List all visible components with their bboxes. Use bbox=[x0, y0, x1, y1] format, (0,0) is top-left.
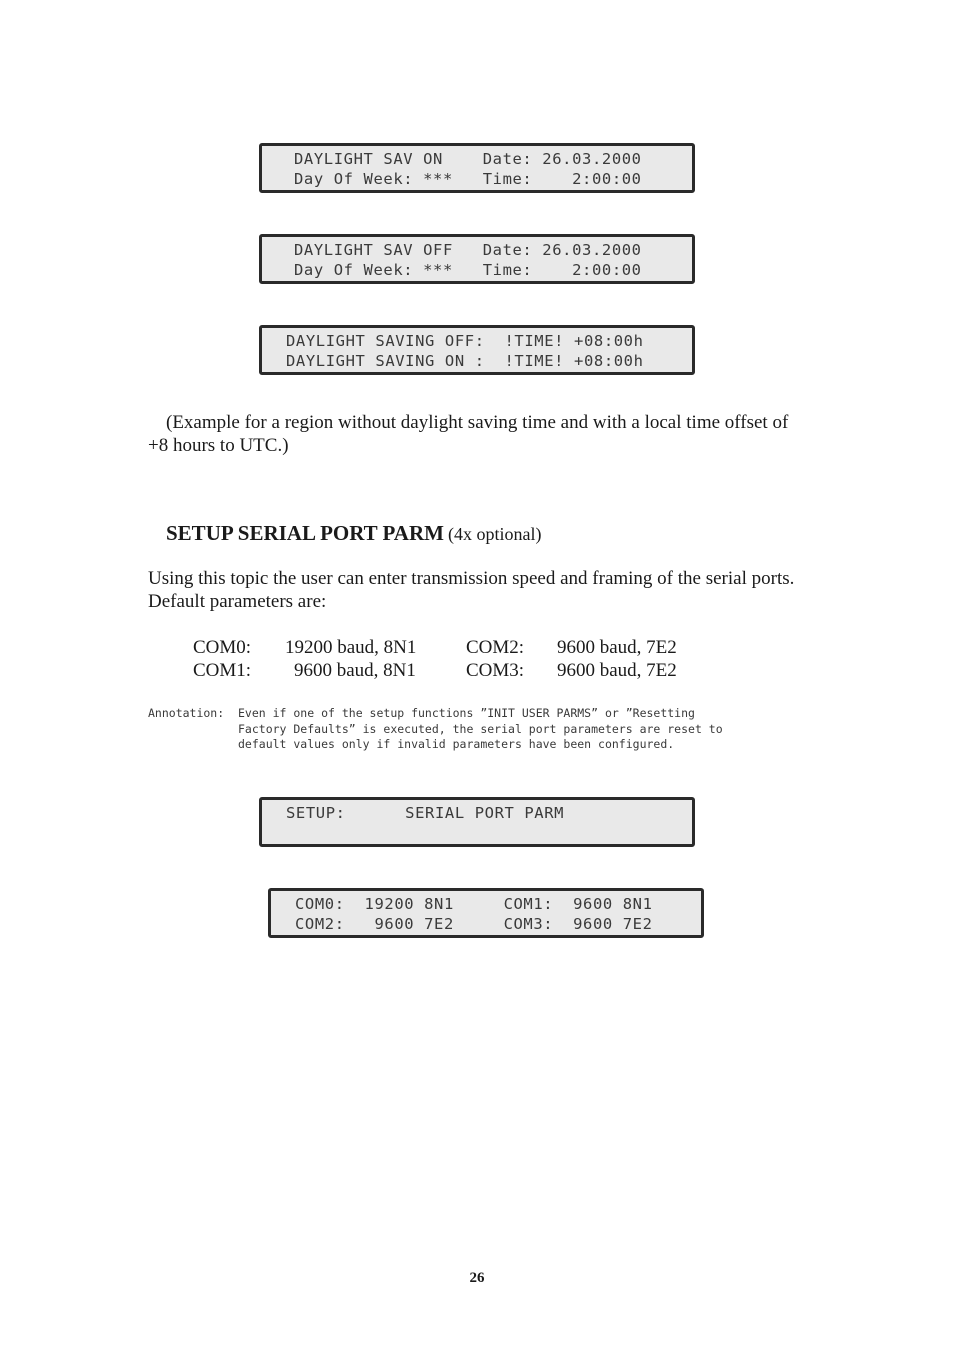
lcd-display-time-offset bbox=[259, 325, 695, 375]
port-value-com2: 9600 baud, 7E2 bbox=[557, 637, 677, 658]
lcd-display-daylight-off bbox=[259, 234, 695, 284]
port-value-com3: 9600 baud, 7E2 bbox=[557, 660, 677, 681]
section-heading bbox=[166, 521, 541, 546]
lcd-line: COM2: 9600 7E2 COM3: 9600 7E2 bbox=[295, 915, 653, 933]
port-value-com0: 19200 baud, 8N1 bbox=[285, 637, 417, 658]
lcd-line: COM0: 19200 8N1 COM1: 9600 8N1 bbox=[295, 895, 653, 913]
port-name-com1: COM1: bbox=[193, 660, 252, 681]
lcd-line: DAYLIGHT SAV OFF Date: 26.03.2000 bbox=[294, 241, 642, 259]
port-name-com3: COM3: bbox=[466, 660, 525, 681]
intro-line: Using this topic the user can enter transmission speed and framing of the serial ports. bbox=[148, 568, 795, 589]
annotation-label: Annotation: bbox=[148, 706, 225, 720]
annotation-line: Even if one of the setup functions ”INIT USER PARMS” or ”Resetting bbox=[238, 706, 695, 720]
lcd-line: DAYLIGHT SAV ON Date: 26.03.2000 bbox=[294, 150, 642, 168]
annotation-line: default values only if invalid parameters have been configured. bbox=[238, 737, 675, 751]
port-name-com2: COM2: bbox=[466, 637, 525, 658]
lcd-display-setup-serial bbox=[259, 797, 695, 847]
lcd-line: SETUP: SERIAL PORT PARM bbox=[286, 804, 565, 822]
example-note-line: (Example for a region without daylight saving time and with a local time offset of bbox=[166, 412, 789, 433]
lcd-line: Day Of Week: *** Time: 2:00:00 bbox=[294, 261, 642, 279]
port-value-com1: 9600 baud, 8N1 bbox=[294, 660, 416, 681]
intro-line: Default parameters are: bbox=[148, 591, 327, 612]
lcd-line: DAYLIGHT SAVING ON : !TIME! +08:00h bbox=[286, 352, 644, 370]
lcd-display-com-ports bbox=[268, 888, 704, 938]
port-name-com0: COM0: bbox=[193, 637, 252, 658]
lcd-line: DAYLIGHT SAVING OFF: !TIME! +08:00h bbox=[286, 332, 644, 350]
page-number: 26 bbox=[469, 1270, 485, 1286]
lcd-line: Day Of Week: *** Time: 2:00:00 bbox=[294, 170, 642, 188]
lcd-display-daylight-on bbox=[259, 143, 695, 193]
example-note-line: +8 hours to UTC.) bbox=[148, 435, 289, 456]
section-title: SETUP SERIAL PORT PARM bbox=[166, 521, 444, 545]
annotation-line: Factory Defaults” is executed, the serial port parameters are reset to bbox=[238, 721, 723, 736]
section-subtitle: (4x optional) bbox=[447, 524, 542, 544]
